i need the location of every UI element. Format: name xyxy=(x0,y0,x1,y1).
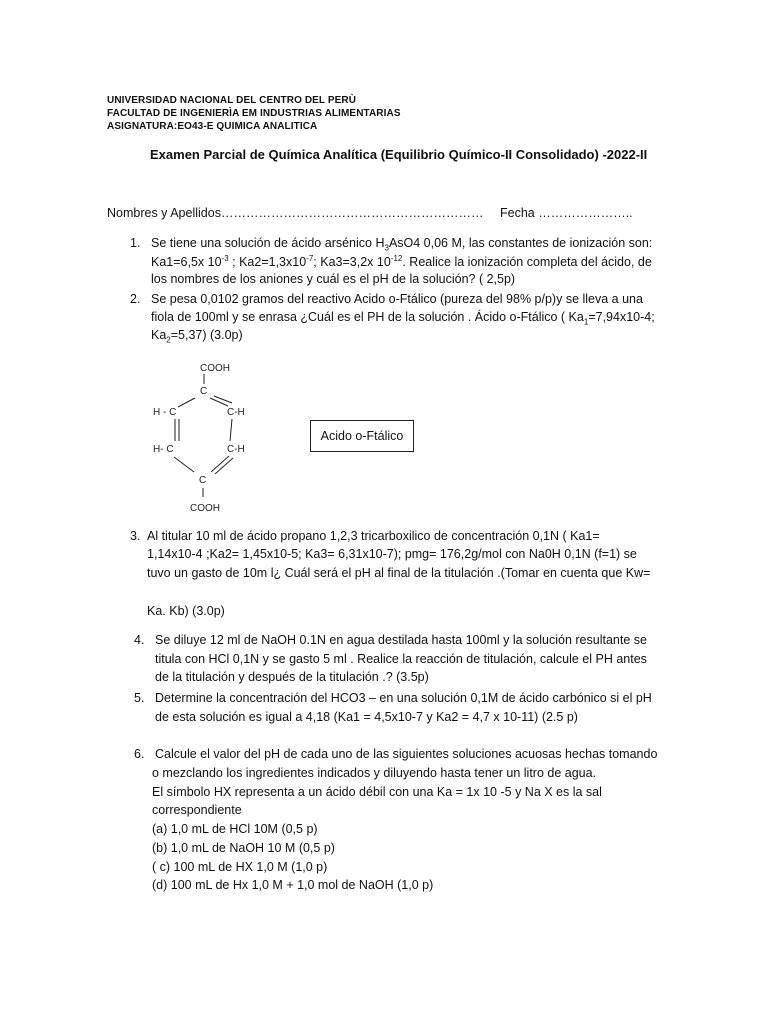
question-item-d: (d) 100 mL de Hx 1,0 M + 1,0 mol de NaOH (1,0 p) xyxy=(152,878,434,892)
question-line: los nombres de los aniones y cuál es el pH de la solución? ( 2,5p) xyxy=(151,272,516,286)
question-line: Se diluye 12 ml de NaOH 0.1N en agua destilada hasta 100ml y la solución resultante se xyxy=(155,633,647,647)
university-name: UNIVERSIDAD NACIONAL DEL CENTRO DEL PERÙ xyxy=(107,95,357,106)
question-line: correspondiente xyxy=(152,803,242,817)
faculty-name: FACULTAD DE INGENIERÌA EM INDUSTRIAS ALIMENTARIAS xyxy=(107,108,401,119)
question-line: titula con HCl 0,1N y se gasto 5 ml . Realice la reacción de titulación, calcule el PH antes xyxy=(155,652,647,666)
bond-line xyxy=(210,398,228,406)
question-line: Ka1=6,5x $10^{-3}$ ; $Ka2=1,3x10^{-7}$; Ka3=3,2x $10^{-12}$. Realice la ionización completa del ácido, de xyxy=(151,254,652,270)
name-field-label: Nombres y Apellidos……………………………………………………… xyxy=(107,206,484,220)
structure-label-box: Acido o-Ftálico xyxy=(310,420,414,452)
bottom-carbon-label: C xyxy=(199,475,207,486)
question-line: Al titular 10 ml de ácido propano 1,2,3 tricarboxilico de concentración 0,1N ( Ka1= xyxy=(147,529,600,543)
question-number: 3. xyxy=(130,529,141,543)
question-line: 1,14x10-4 ;Ka2= 1,45x10-5; Ka3= 6,31x10-7); pmg= 176,2g/mol con Na0H 0,1N (f=1) se xyxy=(147,547,637,561)
question-line: tuvo un gasto de 10m l¿ Cuál será el pH al final de la titulación .(Tomar en cuenta que Kw= xyxy=(147,566,651,580)
right-upper-ch-label: C-H xyxy=(227,407,245,418)
bond-line xyxy=(230,419,232,441)
question-line: $Ka_2=5,37$) (3.0p) xyxy=(151,328,243,345)
right-lower-ch-label: C-H xyxy=(227,444,245,455)
course-name: ASIGNATURA:EO43-E QUIMICA ANALITICA xyxy=(107,121,318,132)
question-number: 2. xyxy=(130,292,141,306)
date-field-label: Fecha ………………….. xyxy=(500,206,633,220)
top-carbon-label: C xyxy=(200,386,208,397)
question-number: 5. xyxy=(134,691,145,705)
bond-line xyxy=(174,457,194,472)
question-line: El símbolo HX representa a un ácido débil con una Ka = 1x 10 -5 y Na X es la sal xyxy=(152,785,602,799)
question-line: de esta solución es igual a 4,18 (Ka1 = 4,5x10-7 y Ka2 = 4,7 x 10-11) (2.5 p) xyxy=(155,710,578,724)
question-line: Se tiene una solución de ácido arsénico $H_3AsO4$ 0,06 M, las constantes de ionización son: xyxy=(151,236,653,253)
question-item-b: (b) 1,0 mL de NaOH 10 M (0,5 p) xyxy=(152,841,335,855)
question-number: 1. xyxy=(130,236,141,250)
top-cooh-label: COOH xyxy=(200,363,230,374)
bottom-cooh-label: COOH xyxy=(190,503,220,514)
question-line: o mezclando los ingredientes indicados y diluyendo hasta tener un litro de agua. xyxy=(152,766,597,780)
bond-line xyxy=(178,398,195,407)
question-line: Se pesa 0,0102 gramos del reactivo Acido o-Ftálico (pureza del 98% p/p)y se lleva a una xyxy=(151,292,643,306)
question-line: Calcule el valor del pH de cada uno de las siguientes soluciones acuosas hechas tomando xyxy=(155,747,658,761)
question-item-a: (a) 1,0 mL de HCl 10M (0,5 p) xyxy=(152,822,318,836)
question-line: Determine la concentración del HCO3 – en una solución 0,1M de ácido carbónico si el pH xyxy=(155,691,652,705)
left-lower-ch-label: H- C xyxy=(153,444,174,455)
question-line: Ka. Kb) (3.0p) xyxy=(147,604,225,618)
phthalic-acid-structure xyxy=(140,355,280,520)
question-item-c: ( c) 100 mL de HX 1,0 M (1,0 p) xyxy=(152,860,328,874)
bond-line xyxy=(214,396,232,403)
question-line: fiola de 100ml y se enrasa ¿Cuál es el PH de la solución . Ácido o-Ftálico ( $Ka_1=7,94x10-4$; xyxy=(151,310,655,327)
exam-title: Examen Parcial de Química Analítica (Equilibrio Químico-II Consolidado) -2022-II xyxy=(150,147,648,162)
question-number: 6. xyxy=(134,747,145,761)
left-upper-ch-label: H - C xyxy=(153,407,177,418)
question-number: 4. xyxy=(134,633,145,647)
question-line: de la titulación y después de la titulación .? (3.5p) xyxy=(155,670,429,684)
